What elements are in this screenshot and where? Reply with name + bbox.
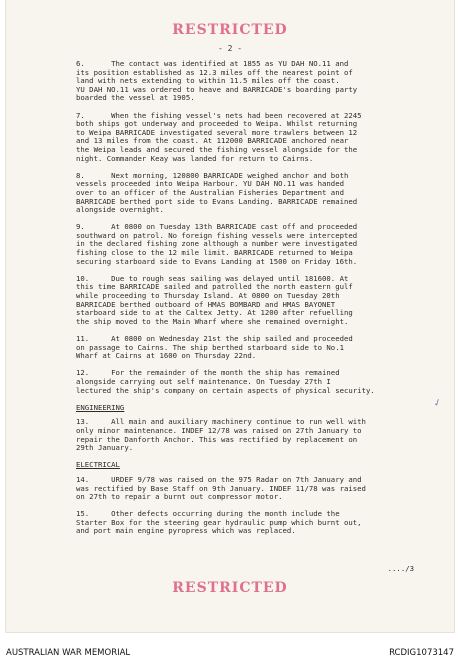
paragraph-13: 13. All main and auxiliary machinery continue to run well with only minor maintenance. INDEF 12/78 was raised on 27th January to repair the Danforth Anchor. This was rectified by replacement on 29th January. [76, 417, 366, 453]
electrical-heading: ELECTRICAL [76, 460, 120, 470]
archive-footer [0, 642, 460, 666]
paragraph-7: 7. When the fishing vessel's nets had been recovered at 2245 both ships got underway and proceeded to Weipa. Whilst returning to Weipa BARRICADE investigated several more trawlers between 12 and 13 miles from the coast. At 112000 BARRICADE anchored near the Weipa leads and secured the fishing vessel alongside for the night. Commander Keay was landed for return to Cairns. [76, 110, 362, 163]
paragraph-6: 6. The contact was identified at 1855 as YU DAH NO.11 and its position established as 12.3 miles off the nearest point of land with nets extending to within 11.5 miles off the coast. YU DAH NO.11 was ordered to heave and BARRICADE's boarding party boarded the vessel at 1905. [76, 59, 358, 103]
paragraph-8: 8. Next morning, 120800 BARRICADE weighed anchor and both vessels proceeded into Weipa Harbour. YU DAH NO.11 was handed over to an officer of the Australian Fisheries Department and BARRICADE berthed port side to Evans Landing. BARRICADE remained alongside overnight. [76, 170, 358, 215]
document-body [76, 60, 440, 545]
paragraph-14: 14. URDEF 9/78 was raised on the 975 Radar on 7th January and was rectified by Base Staff on 9th January. INDEF 11/78 was raised on 27th to repair a burnt out compressor motor. [76, 474, 366, 502]
engineering-heading: ENGINEERING [76, 402, 125, 412]
archive-name: AUSTRALIAN WAR MEMORIAL [6, 648, 131, 658]
continuation-marker: ..../3 [387, 564, 414, 573]
record-id: RCDIG1073147 [389, 648, 454, 658]
paragraph-15: 15. Other defects occurring during the month include the Starter Box for the steering gear hydraulic pump which burnt out, and port main engine pyropress which was replaced. [76, 509, 362, 536]
handwritten-tick-mark: ✓ [431, 395, 443, 410]
restricted-stamp-top: RESTRICTED [172, 22, 288, 38]
paragraph-10: 10. Due to rough seas sailing was delayed until 181600. At this time BARRICADE sailed and patrolled the north eastern gulf while proceeding to Thursday Island. At 0800 on Tuesday 20th BARRICADE berthed outboard of HMAS BOMBARD and HMAS BAYONET starboard side to at the Caltex Jetty. At 1200 after refuelling the ship moved to the Main Wharf where she remained overnight. [76, 273, 353, 326]
page-number: - 2 - [217, 44, 243, 53]
paragraph-12: 12. For the remainder of the month the ship has remained alongside carrying out self maintenance. On Tuesday 27th I lectured the ship's company on certain aspects of physical security. [76, 368, 375, 395]
restricted-stamp-bottom: RESTRICTED [172, 580, 288, 596]
document-page [6, 0, 454, 632]
paragraph-9: 9. At 0800 on Tuesday 13th BARRICADE cast off and proceeded southward on patrol. No foreign fishing vessels were intercepted in the declared fishing zone although a number were investigated fishing close to the 12 mile limit. BARRICADE returned to Weipa securing starboard side to Evans Landing at 1500 on Friday 16th. [76, 222, 358, 266]
paragraph-11: 11. At 0800 on Wednesday 21st the ship sailed and proceeded on passage to Cairns. The ship berthed starboard side to No.1 Wharf at Cairns at 1600 on Thursday 22nd. [76, 334, 353, 361]
